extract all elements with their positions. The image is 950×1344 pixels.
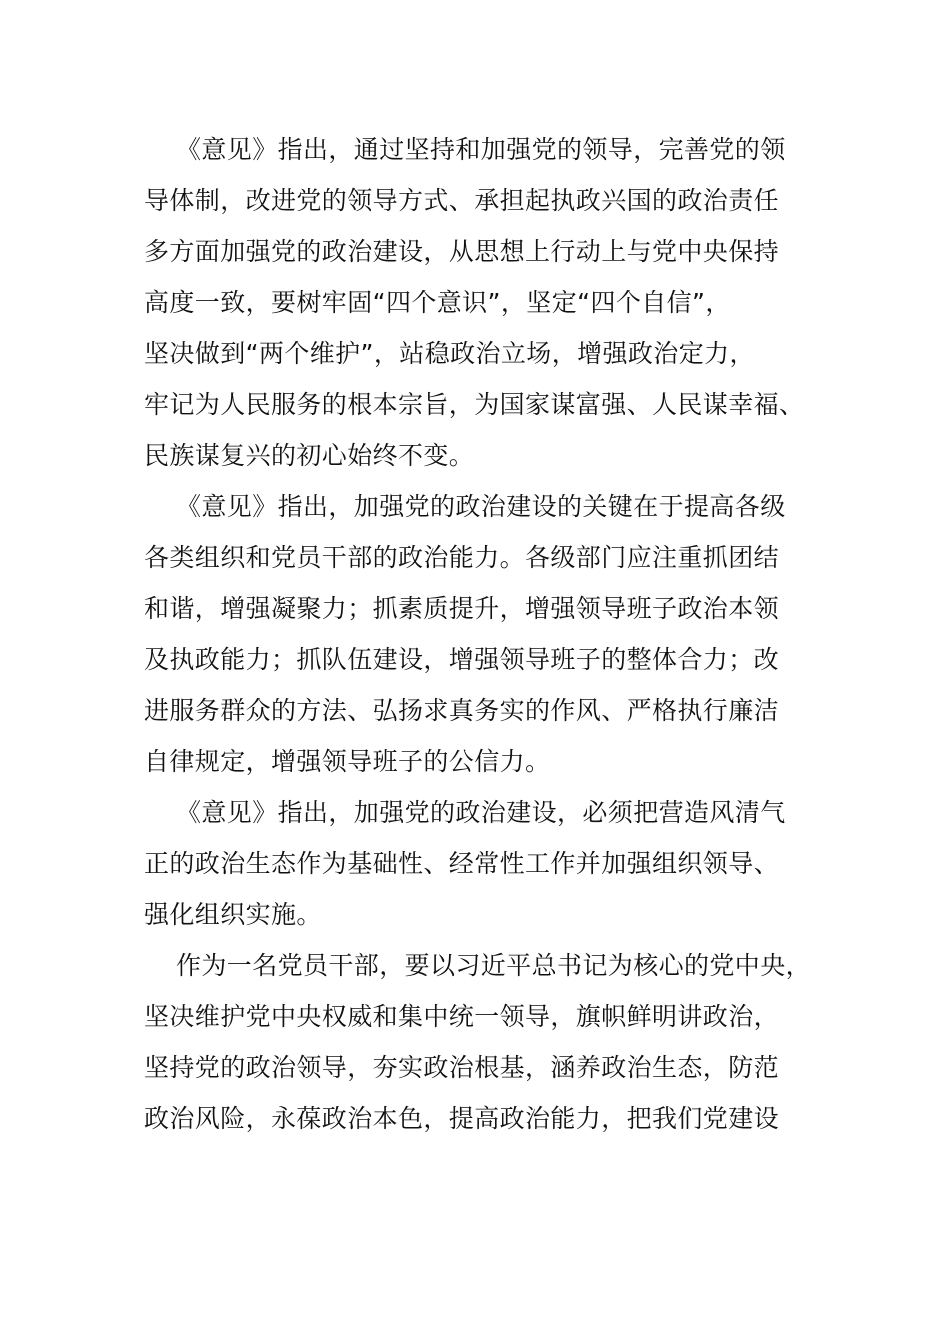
text-line: 及执政能力；抓队伍建设，增强领导班子的整体合力；改	[144, 645, 780, 674]
text-line: 《意见》指出，加强党的政治建设的关键在于提高各级	[176, 492, 786, 521]
text-line: 和谐，增强凝聚力；抓素质提升，增强领导班子政治本领	[144, 594, 780, 623]
text-line: 各类组织和党员干部的政治能力。各级部门应注重抓团结	[144, 543, 780, 572]
text-line: 坚决维护党中央权威和集中统一领导，旗帜鲜明讲政治，	[144, 1002, 780, 1031]
text-line: 民族谋复兴的初心始终不变。	[144, 441, 475, 470]
text-line: 进服务群众的方法、弘扬求真务实的作风、严格执行廉洁	[144, 696, 780, 725]
text-line: 多方面加强党的政治建设，从思想上行动上与党中央保持	[144, 237, 780, 266]
paragraph-2	[144, 481, 814, 787]
paragraph-1	[144, 124, 814, 481]
text-line: 强化组织实施。	[144, 900, 322, 929]
text-line: 正的政治生态作为基础性、经常性工作并加强组织领导、	[144, 849, 780, 878]
text-line: 高度一致，要树牢固“四个意识”，坚定“四个自信”，	[144, 288, 731, 317]
text-line: 《意见》指出，加强党的政治建设，必须把营造风清气	[176, 798, 786, 827]
document-body	[144, 124, 814, 1144]
text-line: 政治风险，永葆政治本色，提高政治能力，把我们党建设	[144, 1104, 780, 1133]
text-line: 导体制，改进党的领导方式、承担起执政兴国的政治责任	[144, 186, 780, 215]
text-line: 坚持党的政治领导，夯实政治根基，涵养政治生态，防范	[144, 1053, 780, 1082]
paragraph-4	[144, 940, 814, 1144]
text-line: 坚决做到“两个维护”，站稳政治立场，增强政治定力，	[144, 339, 755, 368]
paragraph-3	[144, 787, 814, 940]
text-line: 自律规定，增强领导班子的公信力。	[144, 747, 551, 776]
text-line: 牢记为人民服务的根本宗旨，为国家谋富强、人民谋幸福、	[144, 390, 805, 419]
text-line: 作为一名党员干部，要以习近平总书记为核心的党中央，	[176, 951, 812, 980]
text-line: 《意见》指出，通过坚持和加强党的领导，完善党的领	[176, 135, 786, 164]
